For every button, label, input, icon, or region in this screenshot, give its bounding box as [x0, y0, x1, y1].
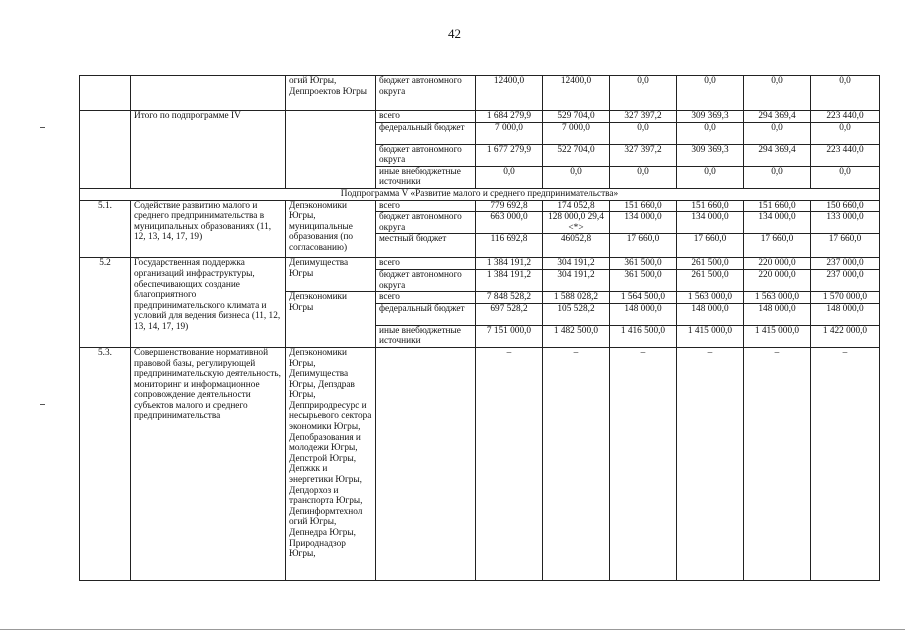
- activity-name-cell: Государственная поддержка организаций инфраструктуры, обеспечивающих создание благоприятного предпринимательского климата и условий для ведения бизнеса (11, 12, 13, 14, 17, 19): [131, 258, 286, 348]
- value-cell: 697 528,2: [476, 303, 543, 325]
- value-cell: –: [476, 347, 543, 580]
- value-cell: 223 440,0: [811, 111, 880, 123]
- funding-source-cell: [376, 347, 476, 580]
- value-cell: 17 660,0: [744, 234, 811, 258]
- value-cell: 7 848 528,2: [476, 292, 543, 304]
- table-row: [80, 111, 880, 123]
- value-cell: 174 052,8: [543, 200, 610, 212]
- value-cell: 17 660,0: [610, 234, 677, 258]
- budget-table: [79, 75, 880, 581]
- value-cell: 237 000,0: [811, 269, 880, 291]
- value-cell: 663 000,0: [476, 212, 543, 234]
- value-cell: 151 660,0: [677, 200, 744, 212]
- subprogram-total-label: Итого по подпрограмме IV: [131, 111, 286, 189]
- value-cell: 0,0: [476, 166, 543, 188]
- value-cell: 1 563 000,0: [744, 292, 811, 304]
- value-cell: 261 500,0: [677, 269, 744, 291]
- coordinator-cell: Депимущества Югры: [286, 258, 376, 292]
- value-cell: 7 000,0: [543, 122, 610, 144]
- funding-source-cell: федеральный бюджет: [376, 122, 476, 144]
- value-cell: 0,0: [744, 166, 811, 188]
- value-cell: 1 384 191,2: [476, 258, 543, 270]
- subprogram-heading: Подпрограмма V «Развитие малого и среднего предпринимательства»: [80, 188, 880, 200]
- value-cell: 1 677 279,9: [476, 144, 543, 166]
- value-cell: 148 000,0: [811, 303, 880, 325]
- funding-source-cell: всего: [376, 292, 476, 304]
- value-cell: 0,0: [744, 122, 811, 144]
- value-cell: 0,0: [677, 76, 744, 111]
- value-cell: 361 500,0: [610, 258, 677, 270]
- row-number-cell: 5.3.: [80, 347, 131, 580]
- value-cell: 220 000,0: [744, 269, 811, 291]
- value-cell: 779 692,8: [476, 200, 543, 212]
- table-row: [80, 200, 880, 212]
- funding-source-cell: всего: [376, 258, 476, 270]
- value-cell: 134 000,0: [610, 212, 677, 234]
- value-cell: 12400,0: [543, 76, 610, 111]
- value-cell: 529 704,0: [543, 111, 610, 123]
- value-cell: 134 000,0: [744, 212, 811, 234]
- row-number-cell: [80, 76, 131, 111]
- row-number-cell: 5.2: [80, 258, 131, 348]
- funding-source-cell: иные внебюджетные источники: [376, 166, 476, 188]
- activity-name-cell: [131, 76, 286, 111]
- value-cell: 0,0: [610, 76, 677, 111]
- value-cell: 1 564 500,0: [610, 292, 677, 304]
- funding-source-cell: бюджет автономного округа: [376, 76, 476, 111]
- funding-source-cell: бюджет автономного округа: [376, 144, 476, 166]
- value-cell: 522 704,0: [543, 144, 610, 166]
- value-cell: 0,0: [811, 76, 880, 111]
- table-row: [80, 258, 880, 270]
- activity-name-cell: Содействие развитию малого и среднего предпринимательства в муниципальных образованиях (11, 12, 13, 14, 17, 19): [131, 200, 286, 258]
- value-cell: –: [744, 347, 811, 580]
- value-cell: 304 191,2: [543, 269, 610, 291]
- value-cell: 237 000,0: [811, 258, 880, 270]
- value-cell: 0,0: [610, 122, 677, 144]
- value-cell: 0,0: [610, 166, 677, 188]
- value-cell: 133 000,0: [811, 212, 880, 234]
- value-cell: 148 000,0: [744, 303, 811, 325]
- table-row: [80, 76, 880, 111]
- value-cell: 1 415 000,0: [744, 325, 811, 347]
- value-cell: 17 660,0: [677, 234, 744, 258]
- funding-source-cell: иные внебюджетные источники: [376, 325, 476, 347]
- coordinator-cell: Депэкономики Югры, муниципальные образования (по согласованию): [286, 200, 376, 258]
- table-row: [80, 347, 880, 580]
- value-cell: 309 369,3: [677, 144, 744, 166]
- value-cell: 7 000,0: [476, 122, 543, 144]
- value-cell: 327 397,2: [610, 111, 677, 123]
- value-cell: –: [610, 347, 677, 580]
- value-cell: –: [543, 347, 610, 580]
- value-cell: 17 660,0: [811, 234, 880, 258]
- value-cell: 1 588 028,2: [543, 292, 610, 304]
- value-cell: 7 151 000,0: [476, 325, 543, 347]
- value-cell: 105 528,2: [543, 303, 610, 325]
- margin-mark: [40, 127, 45, 128]
- value-cell: 1 482 500,0: [543, 325, 610, 347]
- funding-source-cell: бюджет автономного округа: [376, 269, 476, 291]
- value-cell: 151 660,0: [744, 200, 811, 212]
- table-row: [80, 188, 880, 200]
- value-cell: 148 000,0: [677, 303, 744, 325]
- value-cell: 294 369,4: [744, 144, 811, 166]
- value-cell: 134 000,0: [677, 212, 744, 234]
- value-cell: 309 369,3: [677, 111, 744, 123]
- coordinator-cell: огий Югры, Деппроектов Югры: [286, 76, 376, 111]
- value-cell: 46052,8: [543, 234, 610, 258]
- value-cell: 0,0: [811, 122, 880, 144]
- row-number-cell: 5.1.: [80, 200, 131, 258]
- value-cell: 151 660,0: [610, 200, 677, 212]
- value-cell: 0,0: [677, 166, 744, 188]
- value-cell: 223 440,0: [811, 144, 880, 166]
- value-cell: 12400,0: [476, 76, 543, 111]
- value-cell: 116 692,8: [476, 234, 543, 258]
- coordinator-cell: Депэкономики Югры: [286, 292, 376, 348]
- margin-mark: [40, 404, 45, 405]
- value-cell: 1 563 000,0: [677, 292, 744, 304]
- funding-source-cell: бюджет автономного округа: [376, 212, 476, 234]
- value-cell: 0,0: [811, 166, 880, 188]
- page-bottom-line: [0, 629, 905, 630]
- value-cell: 1 416 500,0: [610, 325, 677, 347]
- value-cell: 294 369,4: [744, 111, 811, 123]
- value-cell: 1 570 000,0: [811, 292, 880, 304]
- value-cell: 261 500,0: [677, 258, 744, 270]
- value-cell: 1 384 191,2: [476, 269, 543, 291]
- value-cell: 148 000,0: [610, 303, 677, 325]
- value-cell: 1 684 279,9: [476, 111, 543, 123]
- value-cell: 1 415 000,0: [677, 325, 744, 347]
- value-cell: 361 500,0: [610, 269, 677, 291]
- value-cell: –: [811, 347, 880, 580]
- value-cell: 0,0: [543, 166, 610, 188]
- value-cell: 1 422 000,0: [811, 325, 880, 347]
- value-cell: 304 191,2: [543, 258, 610, 270]
- activity-name-cell: Совершенствование нормативной правовой базы, регулирующей предпринимательскую деятельность, мониторинг и информационное сопровождение деятельности субъектов малого и среднего предпринимательства: [131, 347, 286, 580]
- value-cell: 220 000,0: [744, 258, 811, 270]
- value-cell: 150 660,0: [811, 200, 880, 212]
- funding-source-cell: всего: [376, 111, 476, 123]
- row-number-cell: [80, 111, 131, 189]
- value-cell: –: [677, 347, 744, 580]
- coordinator-cell: Депэкономики Югры, Депимущества Югры, Депздрав Югры, Депприродресурс и несырьевого сектора экономики Югры, Депобразования и молодежи Югры, Депстрой Югры, Депжкк и энергетики Югры, Депдорхоз и транспорта Югры, Депинформтехнол огий Югры, Депнедра Югры, Природнадзор Югры,: [286, 347, 376, 580]
- value-cell: 0,0: [744, 76, 811, 111]
- value-cell: 327 397,2: [610, 144, 677, 166]
- coordinator-cell: [286, 111, 376, 189]
- funding-source-cell: местный бюджет: [376, 234, 476, 258]
- value-cell: 0,0: [677, 122, 744, 144]
- value-cell: 128 000,0 29,4 <*>: [543, 212, 610, 234]
- funding-source-cell: федеральный бюджет: [376, 303, 476, 325]
- page-number: 42: [448, 26, 461, 41]
- funding-source-cell: всего: [376, 200, 476, 212]
